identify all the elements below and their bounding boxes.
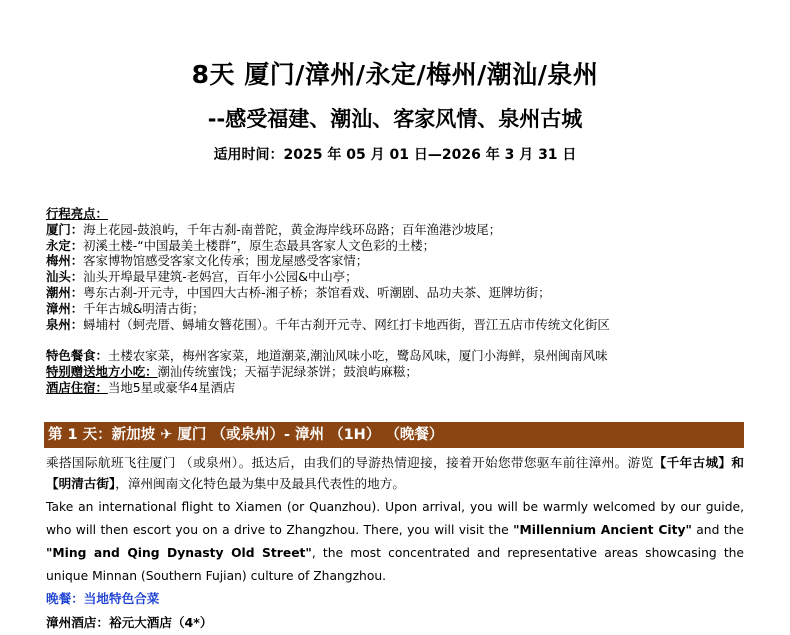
attraction-name: 【明清古街】 — [46, 476, 116, 491]
feature-item — [46, 348, 756, 364]
highlight-label: 永定： — [46, 237, 84, 253]
day-1-chinese-description — [46, 452, 744, 494]
highlight-label: 梅州： — [46, 253, 84, 269]
itinerary-highlights — [46, 206, 756, 332]
highlight-text: 汕头开埠最早建筑-老妈宫，百年小公园&中山亭； — [83, 269, 358, 285]
attraction-name: 【千年古城】 — [653, 455, 732, 470]
highlight-label: 潮州： — [46, 284, 84, 300]
attraction-name: "Millennium Ancient City" — [513, 523, 692, 537]
highlight-label: 漳州： — [46, 300, 84, 316]
feature-label: 特色餐食： — [46, 348, 108, 363]
highlight-text: 客家博物馆感受客家文化传承；围龙屋感受客家情； — [83, 253, 369, 269]
highlight-item — [46, 301, 756, 317]
feature-item — [46, 380, 756, 396]
highlight-text: 千年古城&明清古街； — [83, 300, 205, 316]
description-text: Take an international flight to Xiamen (or Quanzhou). Upon arrival, you will be warmly welcomed by our guide, who will then escort you on a drive to Zhangzhou. There, you will visit the — [46, 500, 744, 537]
highlight-text: 初溪土楼-“中国最美土楼群”，原生态最具客家人文色彩的土楼； — [83, 237, 436, 253]
feature-label: 酒店住宿： — [46, 380, 108, 395]
day-1-english-description — [46, 496, 744, 588]
feature-text: 潮汕传统蜜饯；天福芋泥绿茶饼；鼓浪屿麻糍； — [157, 364, 418, 379]
tour-features — [46, 348, 756, 396]
day-1-body — [46, 452, 744, 634]
validity-period: 适用时间：2025 年 05 月 01 日—2026 年 3 月 31 日 — [213, 147, 577, 163]
description-text: 和 — [731, 455, 744, 470]
feature-item — [46, 364, 756, 380]
day-1-meal: 晚餐：当地特色合菜 — [46, 591, 160, 606]
highlight-text: 蟳埔村（蚵壳厝、蟳埔女簪花围）。千年古刹开元寺、网红打卡地西街，晋江五店市传统文化街区 — [83, 316, 610, 332]
highlight-item — [46, 285, 756, 301]
feature-text: 土楼农家菜，梅州客家菜，地道潮菜,潮汕风味小吃，鹭岛风味，厦门小海鲜，泉州闽南风味 — [107, 348, 608, 363]
attraction-name: "Ming and Qing Dynasty Old Street" — [46, 546, 312, 560]
highlight-text: 海上花园-鼓浪屿，千年古刹-南普陀，黄金海岸线环岛路；百年渔港沙坡尾； — [83, 221, 502, 237]
highlight-text: 粤东古刹-开元寺，中国四大古桥-湘子桥；茶馆看戏、听潮剧、品功夫茶、逛牌坊街； — [83, 284, 551, 300]
highlight-item — [46, 269, 756, 285]
highlight-item — [46, 238, 756, 254]
highlight-label: 泉州： — [46, 316, 84, 332]
highlight-item — [46, 222, 756, 238]
description-text: , the most concentrated and representative areas showcasing the unique Minnan (Southern Fujian) culture of Zhangzhou. — [46, 546, 744, 583]
highlight-item — [46, 317, 756, 333]
description-text: and the — [691, 523, 744, 537]
day-1-header: 第 1 天：新加坡 ✈ 厦门 （或泉州）- 漳州 （1H） （晚餐） — [44, 422, 744, 448]
highlights-heading: 行程亮点： — [46, 206, 108, 221]
day-1-hotel: 漳州酒店：裕元大酒店（4*） — [46, 615, 213, 630]
description-text: 乘搭国际航班飞往厦门 （或泉州）。抵达后，由我们的导游热情迎接，接着开始您带您驱车前往漳州。游览 — [46, 455, 654, 470]
highlight-item — [46, 253, 756, 269]
page-title: 8天 厦门/漳州/永定/梅州/潮汕/泉州 — [191, 60, 599, 89]
feature-label: 特别赠送地方小吃： — [46, 364, 158, 379]
feature-text: 当地5星或豪华4星酒店 — [107, 380, 236, 395]
description-text: ，漳州闽南文化特色最为集中及最具代表性的地方。 — [115, 476, 405, 491]
highlight-label: 汕头： — [46, 269, 84, 285]
page-subtitle: --感受福建、潮汕、客家风情、泉州古城 — [207, 107, 583, 131]
highlight-label: 厦门： — [46, 221, 84, 237]
